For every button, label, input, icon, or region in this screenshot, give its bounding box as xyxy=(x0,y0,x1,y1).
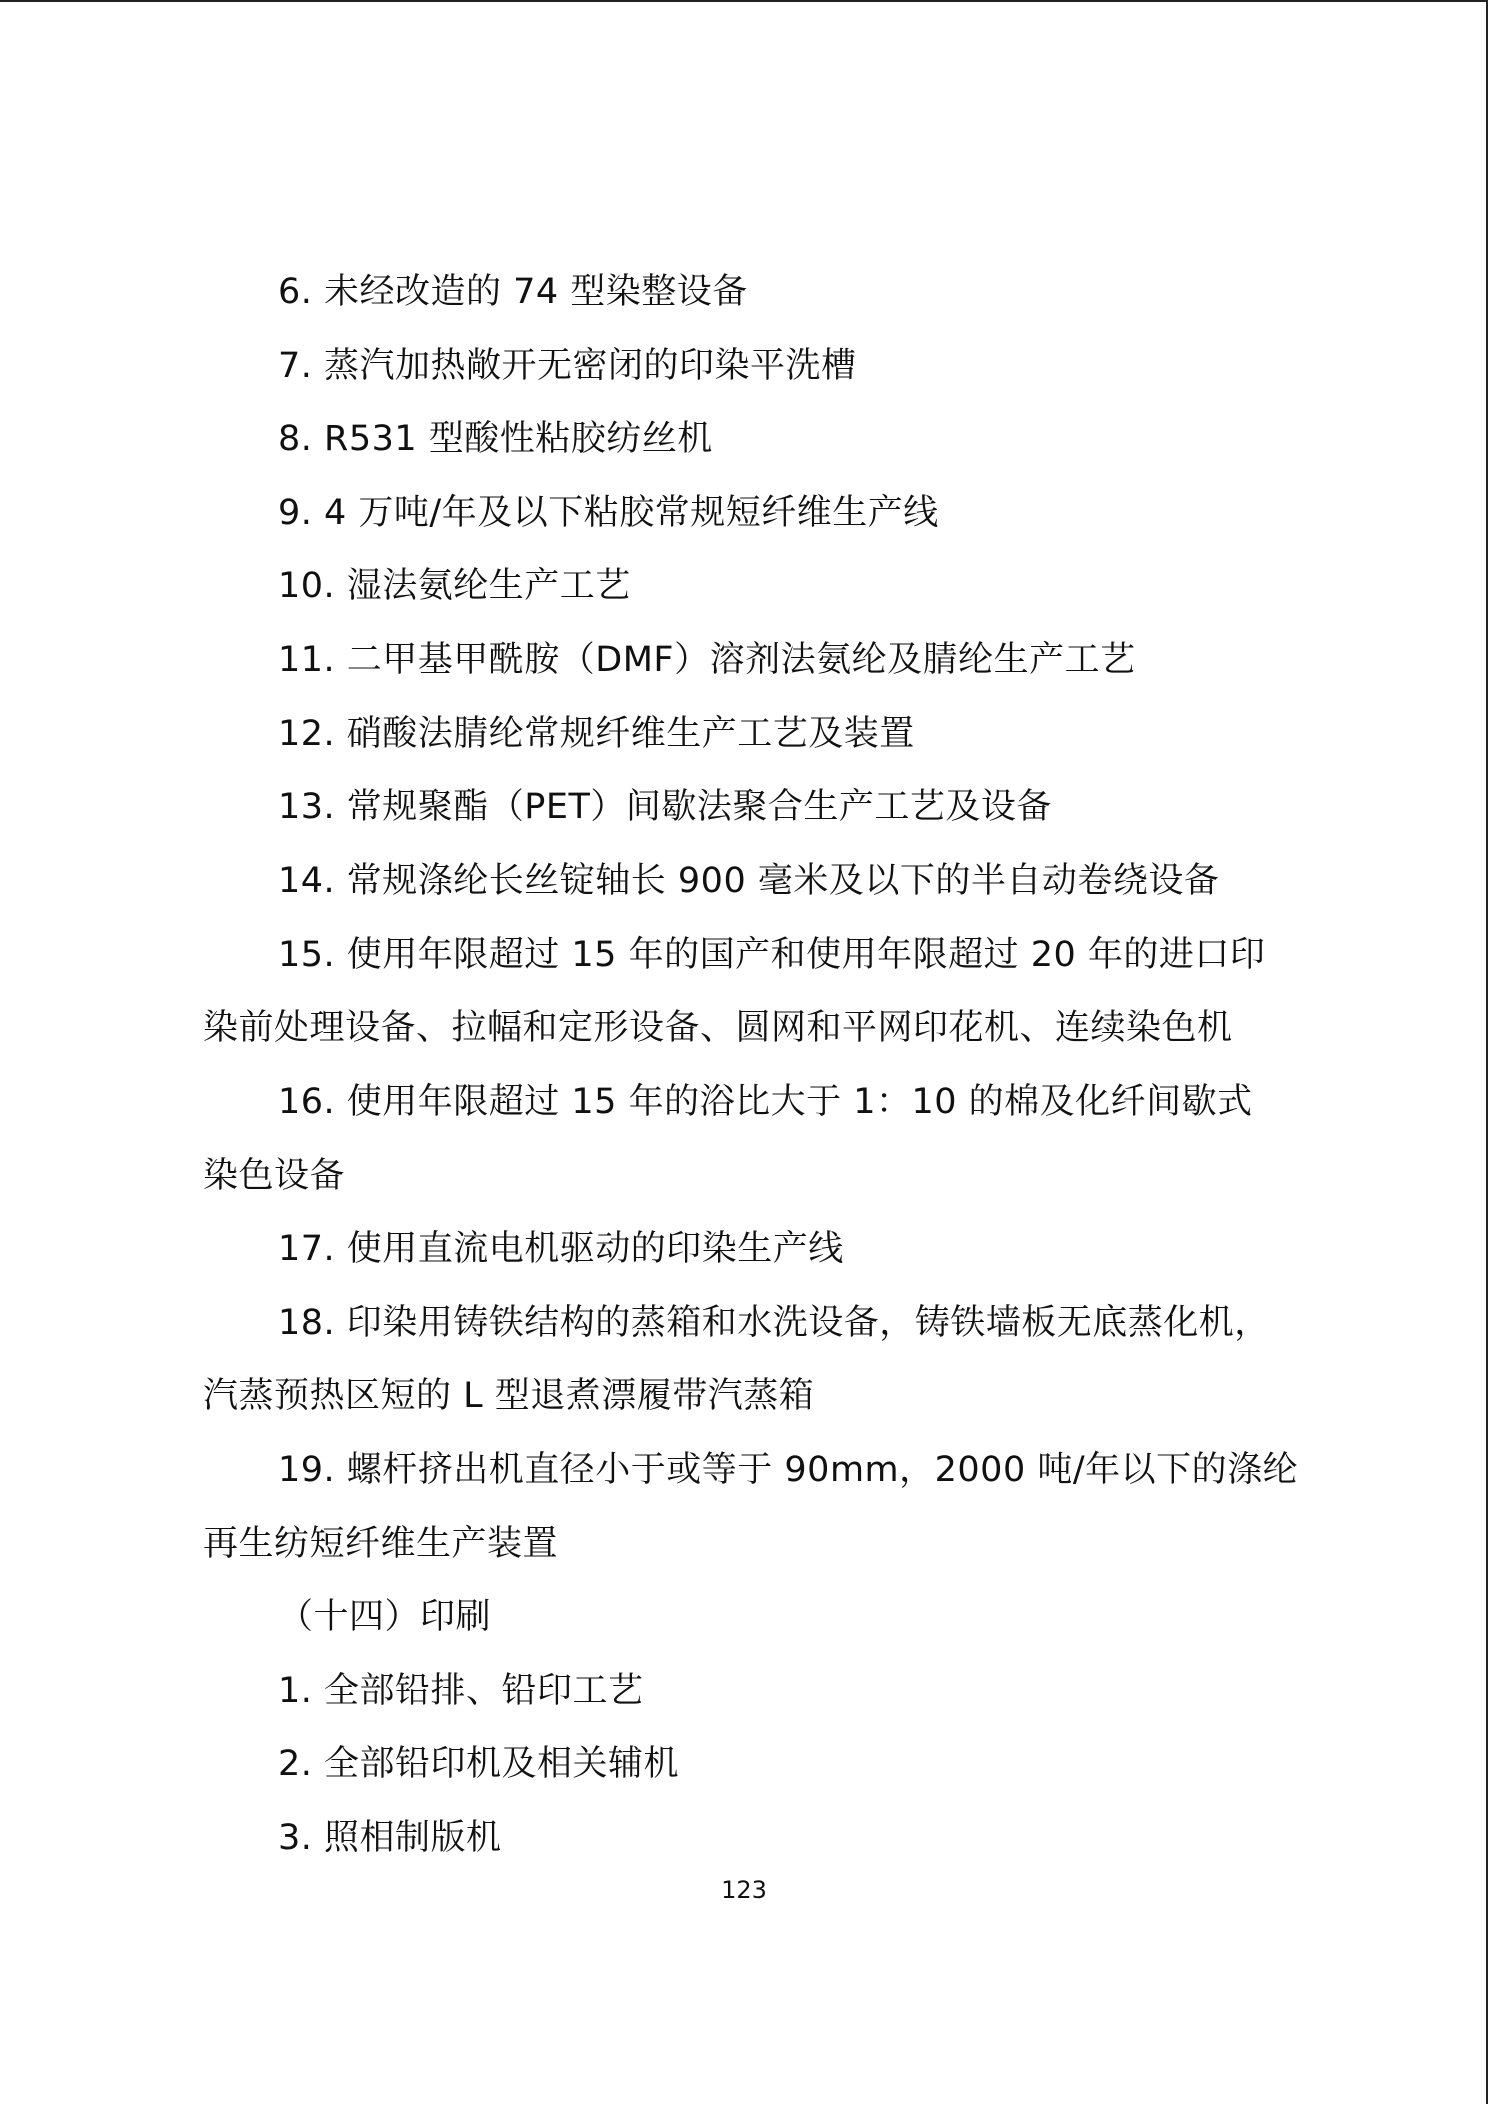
list-item: 14. 常规涤纶长丝锭轴长 900 毫米及以下的半自动卷绕设备 xyxy=(278,861,1220,901)
section-heading: （十四）印刷 xyxy=(278,1597,492,1637)
list-item: 19. 螺杆挤出机直径小于或等于 90mm，2000 吨/年以下的涤纶 xyxy=(278,1450,1299,1490)
list-item-continuation: 再生纺短纤维生产装置 xyxy=(203,1524,559,1564)
list-item: 6. 未经改造的 74 型染整设备 xyxy=(278,272,748,312)
page-border-top xyxy=(0,0,1488,2)
list-item: 10. 湿法氨纶生产工艺 xyxy=(278,566,631,606)
list-item: 15. 使用年限超过 15 年的国产和使用年限超过 20 年的进口印 xyxy=(278,935,1266,975)
list-item: 8. R531 型酸性粘胶纺丝机 xyxy=(278,419,713,459)
list-item-continuation: 染色设备 xyxy=(203,1156,346,1196)
list-item: 12. 硝酸法腈纶常规纤维生产工艺及装置 xyxy=(278,714,915,754)
list-item: 3. 照相制版机 xyxy=(278,1818,502,1858)
list-item: 9. 4 万吨/年及以下粘胶常规短纤维生产线 xyxy=(278,493,939,533)
list-item: 13. 常规聚酯（PET）间歇法聚合生产工艺及设备 xyxy=(278,787,1052,827)
list-item: 2. 全部铅印机及相关辅机 xyxy=(278,1744,680,1784)
list-item: 11. 二甲基甲酰胺（DMF）溶剂法氨纶及腈纶生产工艺 xyxy=(278,640,1136,680)
list-item: 1. 全部铅排、铅印工艺 xyxy=(278,1671,644,1711)
list-item: 7. 蒸汽加热敞开无密闭的印染平洗槽 xyxy=(278,346,857,386)
list-item: 16. 使用年限超过 15 年的浴比大于 1：10 的棉及化纤间歇式 xyxy=(278,1082,1253,1122)
list-item: 17. 使用直流电机驱动的印染生产线 xyxy=(278,1229,844,1269)
list-item-continuation: 染前处理设备、拉幅和定形设备、圆网和平网印花机、连续染色机 xyxy=(203,1008,1233,1048)
list-item-continuation: 汽蒸预热区短的 L 型退煮漂履带汽蒸箱 xyxy=(203,1376,815,1416)
list-item: 18. 印染用铸铁结构的蒸箱和水洗设备，铸铁墙板无底蒸化机， xyxy=(278,1303,1270,1343)
page-number: 123 xyxy=(721,1876,767,1904)
